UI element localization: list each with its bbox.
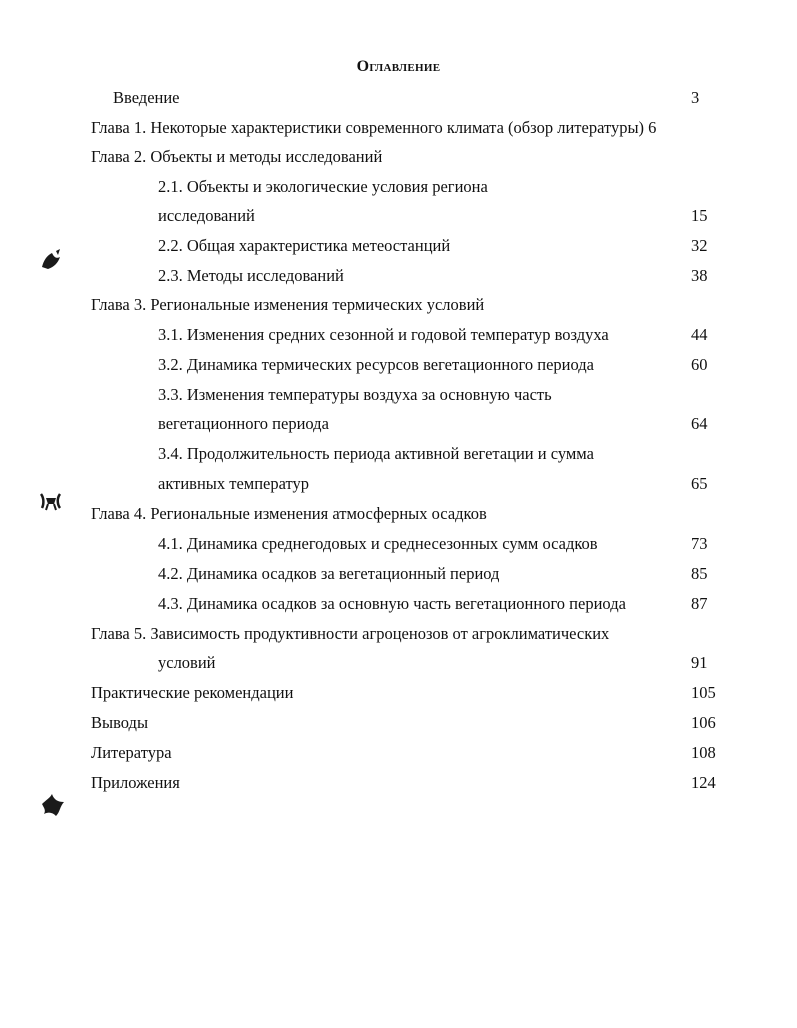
toc-entry-intro: Введение <box>113 88 180 107</box>
toc-entry-3-1: 3.1. Изменения средних сезонной и годовой температур воздуха <box>158 325 609 344</box>
toc-entry-4-1: 4.1. Динамика среднегодовых и среднесезонных сумм осадков <box>158 534 598 553</box>
toc-page-chapter-5: 91 <box>691 653 708 672</box>
toc-entry-3-3-line2: вегетационного периода <box>158 414 329 433</box>
toc-page-3-4: 65 <box>691 474 708 493</box>
binding-hole-mark-3 <box>38 790 68 820</box>
toc-page-appendices: 124 <box>691 773 716 792</box>
toc-page-2-1: 15 <box>691 206 708 225</box>
toc-page-3-1: 44 <box>691 325 708 344</box>
toc-entry-literature: Литература <box>91 743 172 762</box>
toc-entry-chapter-2: Глава 2. Объекты и методы исследований <box>91 147 383 166</box>
binding-hole-mark-2 <box>36 486 66 516</box>
toc-entry-chapter-3: Глава 3. Региональные изменения термических условий <box>91 295 485 314</box>
toc-entry-appendices: Приложения <box>91 773 180 792</box>
toc-entry-2-2: 2.2. Общая характеристика метеостанций <box>158 236 451 255</box>
toc-entry-3-2: 3.2. Динамика термических ресурсов вегетационного периода <box>158 355 594 374</box>
toc-entry-3-4-line2: активных температур <box>158 474 310 493</box>
toc-page-4-3: 87 <box>691 594 708 613</box>
toc-entry-2-1-line1: 2.1. Объекты и экологические условия региона <box>158 177 488 196</box>
toc-page-2-3: 38 <box>691 266 708 285</box>
binding-hole-mark-1 <box>36 245 66 275</box>
toc-entry-conclusions: Выводы <box>91 713 149 732</box>
toc-entry-chapter-4: Глава 4. Региональные изменения атмосферных осадков <box>91 504 487 523</box>
toc-entry-2-3: 2.3. Методы исследований <box>158 266 344 285</box>
toc-page-2-2: 32 <box>691 236 708 255</box>
toc-title: Оглавление <box>356 58 441 75</box>
toc-page-conclusions: 106 <box>691 713 716 732</box>
toc-entry-4-2: 4.2. Динамика осадков за вегетационный период <box>158 564 500 583</box>
toc-entry-2-1-line2: исследований <box>158 206 255 225</box>
toc-entry-recommendations: Практические рекомендации <box>91 683 294 702</box>
toc-entry-4-3: 4.3. Динамика осадков за основную часть вегетационного периода <box>158 594 626 613</box>
toc-page-4-1: 73 <box>691 534 708 553</box>
toc-page-literature: 108 <box>691 743 716 762</box>
toc-entry-chapter-5-line2: условий <box>158 653 216 672</box>
toc-entry-3-4-line1: 3.4. Продолжительность периода активной вегетации и сумма <box>158 444 594 463</box>
toc-entry-3-3-line1: 3.3. Изменения температуры воздуха за основную часть <box>158 385 552 404</box>
toc-page-intro: 3 <box>691 88 700 107</box>
toc-page-4-2: 85 <box>691 564 708 583</box>
toc-entry-chapter-1: Глава 1. Некоторые характеристики современного климата (обзор литературы) 6 <box>91 118 657 137</box>
toc-page-3-3: 64 <box>691 414 708 433</box>
toc-page-recommendations: 105 <box>691 683 716 702</box>
toc-page-3-2: 60 <box>691 355 708 374</box>
toc-entry-chapter-5-line1: Глава 5. Зависимость продуктивности агроценозов от агроклиматических <box>91 624 610 643</box>
